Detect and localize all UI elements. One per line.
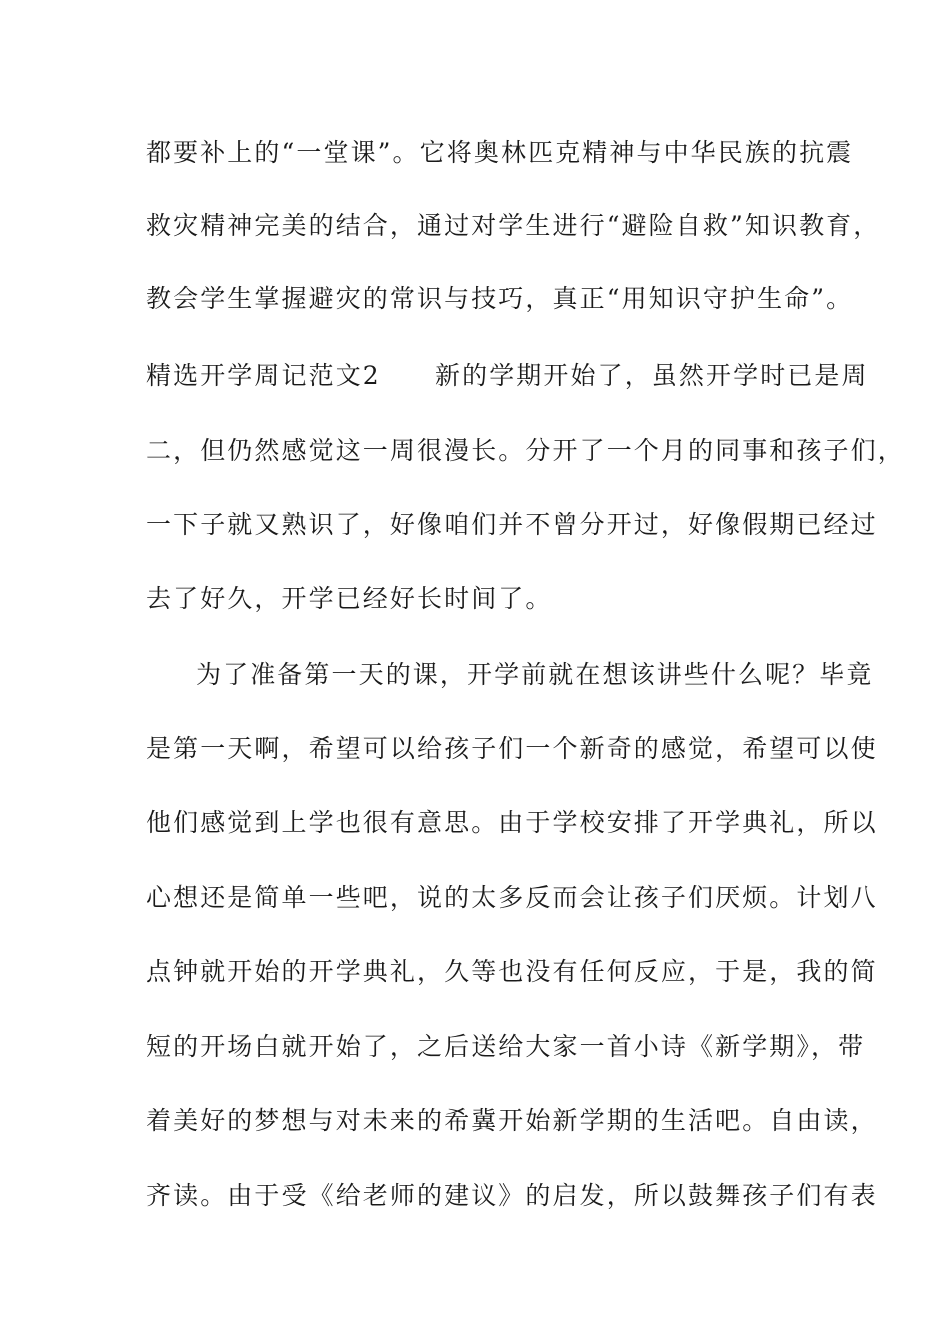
text-line: 短的开场白就开始了，之后送给大家一首小诗《新学期》，带 — [146, 1032, 866, 1061]
paragraph-first-line: 为了准备第一天的课，开学前就在想该讲些什么呢？毕竟 — [196, 660, 874, 689]
text-line: 他们感觉到上学也很有意思。由于学校安排了开学典礼，所以 — [146, 808, 878, 837]
text-line: 救灾精神完美的结合，通过对学生进行“避险自救”知识教育， — [146, 211, 881, 240]
section-heading-line: 精选开学周记范文2 新的学期开始了，虽然开学时已是周 — [146, 361, 869, 390]
text-line: 点钟就开始的开学典礼，久等也没有任何反应，于是，我的简 — [146, 957, 878, 986]
text-line: 教会学生掌握避灾的常识与技巧，真正“用知识守护生命”。 — [146, 284, 854, 313]
text-line: 齐读。由于受《给老师的建议》的启发，所以鼓舞孩子们有表 — [146, 1181, 878, 1210]
text-line: 去了好久，开学已经好长时间了。 — [146, 584, 553, 613]
text-line: 都要补上的“一堂课”。它将奥林匹克精神与中华民族的抗震 — [146, 138, 854, 167]
text-line: 着美好的梦想与对未来的希冀开始新学期的生活吧。自由读， — [146, 1106, 878, 1135]
text-line: 一下子就又熟识了，好像咱们并不曾分开过，好像假期已经过 — [146, 510, 878, 539]
text-line: 心想还是简单一些吧，说的太多反而会让孩子们厌烦。计划八 — [146, 883, 878, 912]
text-line: 是第一天啊，希望可以给孩子们一个新奇的感觉，希望可以使 — [146, 734, 878, 763]
text-line: 二，但仍然感觉这一周很漫长。分开了一个月的同事和孩子们， — [146, 436, 905, 465]
